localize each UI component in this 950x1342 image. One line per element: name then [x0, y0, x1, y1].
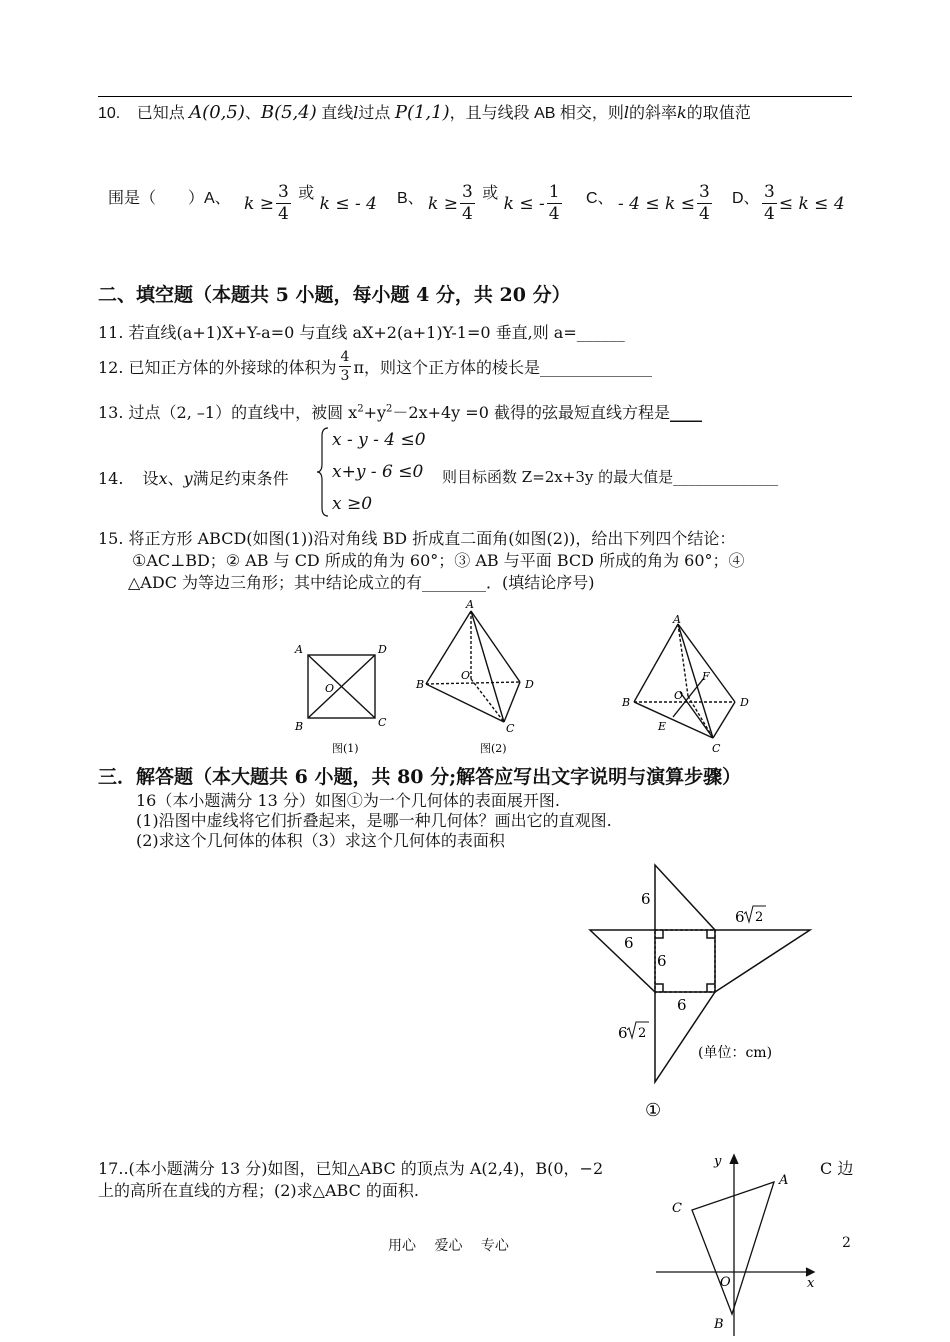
fig15-pyramid-1: [426, 611, 520, 722]
sq-label-a: A: [295, 643, 303, 656]
q14-brace: [316, 426, 330, 518]
p2-label-d: D: [525, 678, 534, 691]
axis-y-label: y: [714, 1154, 722, 1169]
q14-tail: 则目标函数 Z=2x+3y 的最大值是______________: [442, 468, 779, 486]
fig15-square: [308, 655, 375, 718]
p2-label-o: O: [461, 669, 471, 682]
q10-line1: 10. 已知点 A(0,5)、B(5,4) 直线l过点 P(1,1)，且与线段 AB 相交，则l的斜率k的取值范: [98, 102, 751, 123]
fig15-caption-1: 图(1): [332, 742, 359, 755]
q14-constraint-3: x ≥0: [332, 494, 373, 514]
sq-label-c: C: [378, 716, 387, 729]
fig15-caption-2: 图(2): [480, 742, 507, 755]
p3-label-c: C: [712, 742, 721, 755]
q10-point-b: B(5,4): [260, 102, 317, 123]
net-label-bottom: 6: [677, 996, 687, 1014]
p3-label-a: A: [673, 613, 681, 626]
top-rule: [98, 96, 852, 97]
q16-net-figure: [580, 860, 820, 1125]
q12-text: 12. 已知正方体的外接球的体积为 $\frac{4}{3}$ π，则这个正方体的棱长是______________: [98, 349, 652, 384]
point-b-label: B: [714, 1317, 724, 1332]
p3-label-d: D: [740, 696, 749, 709]
net-unit-label: (单位：cm): [698, 1045, 773, 1061]
q16-line1: 16（本小题满分 13 分）如图①为一个几何体的表面展开图.: [136, 791, 560, 810]
q10-option-b-label: B、: [397, 190, 424, 207]
q14-constraint-1: x - y - 4 ≤0: [332, 430, 426, 450]
p2-label-c: C: [506, 722, 515, 735]
fig15-pyramid-2: [634, 624, 735, 738]
net-label-left: 6: [624, 934, 634, 952]
q10-point-p: P(1,1): [394, 102, 450, 123]
q10-line2: 围是（ ）A、: [108, 190, 231, 207]
q15-line3: △ADC 为等边三角形；其中结论成立的有________．(填结论序号): [128, 573, 595, 592]
net-label-middle: 6: [657, 952, 667, 970]
q10-point-a: A(0,5): [189, 102, 245, 123]
svg-text:2: 2: [755, 910, 764, 925]
q15-line1: 15. 将正方形 ABCD(如图(1))沿对角线 BD 折成直二面角(如图(2))，给出下列四个结论：: [98, 529, 736, 548]
sq-label-d: D: [378, 643, 387, 656]
page-number: 2: [842, 1235, 851, 1251]
q10-option-a: k ≥ $\frac{3}{4}$ 或 k ≤ - 4: [244, 182, 377, 224]
p3-label-o: O: [674, 689, 684, 702]
q17-line1-tail: C 边: [820, 1159, 854, 1178]
q16-line3: (2)求这个几何体的体积（3）求这个几何体的表面积: [136, 831, 505, 850]
q10-option-c: - 4 ≤ k ≤ $\frac{3}{4}$: [618, 182, 710, 224]
q17-line1: 17..(本小题满分 13 分)如图，已知△ABC 的顶点为 A(2,4)，B(0，−2: [98, 1159, 604, 1178]
sq-label-b: B: [295, 720, 304, 733]
footer-motto: 用心 爱心 专心: [388, 1238, 509, 1254]
p2-label-b: B: [416, 678, 425, 691]
sq-label-o: O: [325, 682, 335, 695]
q10-option-d: $\frac{3}{4}$ ≤ k ≤ 4: [764, 182, 845, 224]
q14-constraint-2: x+y - 6 ≤0: [332, 462, 424, 482]
section2-title: 二、填空题（本题共 5 小题，每小题 4 分，共 20 分）: [98, 284, 571, 306]
q10-number: 10.: [98, 105, 121, 122]
axis-x-label: x: [807, 1276, 815, 1291]
p3-label-b: B: [622, 696, 631, 709]
q17-triangle-figure: [652, 1150, 832, 1338]
point-c-label: C: [672, 1201, 682, 1216]
q10-option-b: k ≥ $\frac{3}{4}$ 或 k ≤ - $\frac{1}{4}$: [428, 182, 560, 224]
section3-title: 三．解答题（本大题共 6 小题，共 80 分;解答应写出文字说明与演算步骤）: [98, 766, 742, 788]
origin-label: O: [720, 1275, 731, 1290]
q11-text: 11. 若直线(a+1)X+Y-a=0 与直线 aX+2(a+1)Y-1=0 垂直,则 a=______: [98, 323, 625, 342]
q17-line2: 上的高所在直线的方程；(2)求△ABC 的面积.: [98, 1181, 419, 1200]
net-figure-number: ①: [645, 1100, 662, 1121]
net-label-right-6: 6: [735, 908, 745, 926]
point-a-label: A: [779, 1173, 789, 1188]
net-label-top: 6: [641, 890, 651, 908]
q10-text1: 已知点: [136, 105, 185, 122]
q13-text: 13. 过点（2, –1）的直线中，被圆 $x^2+y^2-2x+4y =0$ 截得的弦最短直线方程是____: [98, 403, 702, 422]
q14-lead: 14. 设x、y满足约束条件: [98, 469, 289, 488]
p2-label-a: A: [466, 598, 474, 611]
p3-label-f: F: [702, 670, 710, 683]
svg-text:2: 2: [638, 1026, 647, 1041]
q16-line2: (1)沿图中虚线将它们折叠起来，是哪一种几何体？画出它的直观图.: [136, 811, 612, 830]
q15-figures: [280, 596, 780, 764]
p3-label-e: E: [658, 720, 667, 733]
q15-line2: ①AC⊥BD；② AB 与 CD 所成的角为 60°；③ AB 与平面 BCD 所成的角为 60°；④: [132, 551, 745, 570]
net-label-lower-6: 6: [618, 1024, 628, 1042]
q10-option-d-label: D、: [732, 190, 760, 207]
q10-option-c-label: C、: [586, 190, 614, 207]
